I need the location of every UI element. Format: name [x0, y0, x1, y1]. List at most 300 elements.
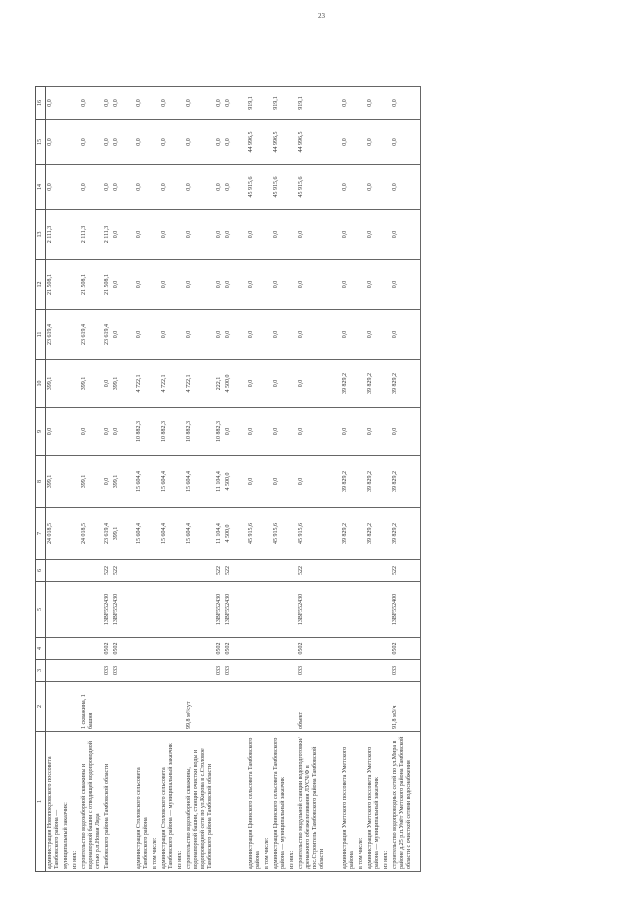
table-cell — [176, 87, 185, 120]
table-cell: из них: — [382, 732, 391, 872]
table-row — [176, 87, 185, 872]
table-cell — [382, 165, 391, 210]
table-cell: 0,0 — [80, 120, 103, 165]
table-cell — [263, 660, 272, 682]
table-cell — [288, 360, 297, 408]
table-cell: 919,1 — [247, 87, 263, 120]
table-cell — [288, 120, 297, 165]
table-cell: 45 915,6 — [247, 165, 263, 210]
table-cell — [71, 120, 80, 165]
table-cell: 0,0 — [341, 165, 357, 210]
table-cell — [46, 560, 63, 582]
table-cell: в том числе: — [151, 732, 160, 872]
table-cell: 45 915,6 — [297, 165, 327, 210]
table-row — [247, 87, 263, 872]
table-cell: 0502 — [103, 638, 112, 660]
column-header: 12 — [36, 260, 46, 310]
table-cell: 0,0 — [341, 120, 357, 165]
table-cell — [71, 682, 80, 732]
spacer-cell — [121, 87, 135, 120]
table-cell — [71, 165, 80, 210]
table-cell: 21 508,1 — [103, 260, 112, 310]
spacer-cell — [327, 638, 341, 660]
table-row — [135, 87, 151, 872]
table-cell: 0,0 — [224, 260, 233, 310]
table-cell — [185, 582, 215, 638]
table-cell — [357, 120, 366, 165]
table-cell — [135, 560, 151, 582]
table-cell — [135, 682, 151, 732]
table-cell — [247, 660, 263, 682]
table-cell — [288, 210, 297, 260]
table-cell — [71, 582, 80, 638]
table-cell: 15 604,4 — [135, 456, 151, 508]
table-cell — [62, 456, 71, 508]
spacer-cell — [327, 210, 341, 260]
table-cell: 0,0 — [272, 408, 288, 456]
table-cell: 39 829,2 — [366, 360, 382, 408]
spacer-cell — [121, 165, 135, 210]
table-cell — [62, 120, 71, 165]
table-cell — [357, 87, 366, 120]
spacer-row — [233, 87, 247, 872]
table-cell — [272, 660, 288, 682]
table-cell — [288, 638, 297, 660]
table-cell: 39 829,2 — [391, 456, 414, 508]
border-cell — [414, 508, 421, 560]
table-cell — [288, 260, 297, 310]
column-header: 4 — [36, 638, 46, 660]
table-cell — [215, 682, 224, 732]
table-row — [112, 87, 121, 872]
table-cell — [272, 560, 288, 582]
spacer-row — [327, 87, 341, 872]
table-cell: 45 915,6 — [272, 508, 288, 560]
table-cell — [71, 456, 80, 508]
table-cell — [176, 210, 185, 260]
table-cell: 0,0 — [46, 87, 63, 120]
table-cell: 10 882,3 — [185, 408, 215, 456]
table-cell: 13ВF552430 — [112, 582, 121, 638]
table-cell — [46, 660, 63, 682]
table-cell: 0,0 — [247, 408, 263, 456]
table-cell — [71, 210, 80, 260]
table-cell: 39 829,2 — [391, 508, 414, 560]
table-cell: администрация Цнинского сельсовета Тамбовского района — [247, 732, 263, 872]
table-cell — [357, 408, 366, 456]
table-row — [366, 87, 382, 872]
table-cell — [151, 682, 160, 732]
table-cell: 0,0 — [135, 120, 151, 165]
table-cell: 44 996,5 — [247, 120, 263, 165]
table-cell — [151, 260, 160, 310]
table-cell — [215, 732, 224, 872]
table-cell: 4 722,1 — [135, 360, 151, 408]
spacer-cell — [233, 165, 247, 210]
table-cell: 0,0 — [160, 310, 176, 360]
table-cell: 0,0 — [160, 87, 176, 120]
table-cell — [112, 682, 121, 732]
table-cell: администрация Столовского сельсовета Тамбовского района — [135, 732, 151, 872]
table-cell: 0,0 — [215, 210, 224, 260]
table-cell: 91,8 м3/ч — [391, 682, 414, 732]
table-cell — [80, 660, 103, 682]
table-cell: 0,0 — [297, 360, 327, 408]
page-number: 23 — [318, 12, 325, 20]
column-header: 13 — [36, 210, 46, 260]
table-cell — [263, 360, 272, 408]
table-cell — [62, 210, 71, 260]
table-cell — [357, 638, 366, 660]
table-cell: 39 829,2 — [366, 456, 382, 508]
table-cell — [341, 582, 357, 638]
table-cell — [151, 508, 160, 560]
column-header: 7 — [36, 508, 46, 560]
table-cell — [263, 120, 272, 165]
table-cell: 0,0 — [224, 165, 233, 210]
table-cell: 0,0 — [103, 456, 112, 508]
table-cell: 21 508,1 — [80, 260, 103, 310]
table-cell: 0,0 — [103, 408, 112, 456]
column-header: 8 — [36, 456, 46, 508]
table-cell — [62, 638, 71, 660]
table-cell — [151, 408, 160, 456]
table-row — [160, 87, 176, 872]
table-row — [215, 87, 224, 872]
table-cell: 522 — [297, 560, 327, 582]
table-cell — [341, 638, 357, 660]
border-cell — [414, 408, 421, 456]
table-cell — [288, 456, 297, 508]
table-cell — [176, 582, 185, 638]
table-cell — [71, 360, 80, 408]
spacer-cell — [233, 87, 247, 120]
table-cell: 39 829,2 — [341, 360, 357, 408]
table-cell — [357, 582, 366, 638]
table-cell: строительство водозаборной скважины и водонапорной башни с отводящей водопроводной сетью р.п.Новая Ляда — [80, 732, 103, 872]
table-cell: 0,0 — [185, 260, 215, 310]
spacer-cell — [327, 165, 341, 210]
table-cell: 033 — [224, 660, 233, 682]
table-cell — [366, 682, 382, 732]
table-cell: 033 — [112, 660, 121, 682]
table-cell: 11 104,4 — [215, 456, 224, 508]
column-header: 1 — [36, 732, 46, 872]
table-cell: 0,0 — [46, 120, 63, 165]
border-cell — [414, 310, 421, 360]
table-cell: 522 — [215, 560, 224, 582]
spacer-cell — [121, 560, 135, 582]
table-cell: 0,0 — [112, 408, 121, 456]
column-header: 9 — [36, 408, 46, 456]
table-cell: 0,0 — [391, 120, 414, 165]
table-cell: 0,0 — [112, 310, 121, 360]
table-cell: 399,1 — [112, 508, 121, 560]
table-cell — [382, 210, 391, 260]
table-cell: 0,0 — [135, 165, 151, 210]
table-cell — [112, 732, 121, 872]
table-cell — [160, 582, 176, 638]
table-cell — [176, 408, 185, 456]
table-cell — [151, 87, 160, 120]
table-cell — [176, 660, 185, 682]
table-cell: 0,0 — [391, 408, 414, 456]
table-cell — [357, 682, 366, 732]
table-cell: 13ВF552400 — [391, 582, 414, 638]
table-cell: 0,0 — [46, 408, 63, 456]
table-cell — [151, 638, 160, 660]
table-cell: 11 104,4 — [215, 508, 224, 560]
table-cell: 0,0 — [272, 360, 288, 408]
table-cell — [46, 638, 63, 660]
table-cell: 0,0 — [160, 210, 176, 260]
table-cell: администрация Уметского поссовета Уметского района — муниципальный заказчик — [366, 732, 382, 872]
table-cell — [288, 310, 297, 360]
border-cell — [414, 120, 421, 165]
border-cell — [414, 87, 421, 120]
column-header: 16 — [36, 87, 46, 120]
spacer-cell — [121, 732, 135, 872]
table-cell: 0,0 — [297, 408, 327, 456]
spacer-cell — [327, 310, 341, 360]
table-cell — [71, 408, 80, 456]
spacer-cell — [327, 732, 341, 872]
table-cell — [247, 682, 263, 732]
table-cell: 4 722,1 — [185, 360, 215, 408]
table-cell — [288, 660, 297, 682]
table-cell: 0,0 — [297, 260, 327, 310]
table-cell: администрация Цнинского сельсовета Тамбовского района — муниципальный заказчик — [272, 732, 288, 872]
table-cell: 44 996,5 — [297, 120, 327, 165]
table-row — [103, 87, 112, 872]
table-row — [224, 87, 233, 872]
table-cell: 10 882,3 — [160, 408, 176, 456]
table-cell — [341, 682, 357, 732]
spacer-cell — [327, 260, 341, 310]
table-cell — [71, 638, 80, 660]
table-cell — [366, 560, 382, 582]
table-cell — [247, 582, 263, 638]
table-cell — [80, 638, 103, 660]
table-cell: 0,0 — [215, 165, 224, 210]
table-cell: 0,0 — [341, 260, 357, 310]
table-cell — [71, 260, 80, 310]
table-cell — [80, 560, 103, 582]
spacer-cell — [121, 660, 135, 682]
table-cell — [62, 560, 71, 582]
table-cell — [185, 560, 215, 582]
table-cell: 39 829,2 — [391, 360, 414, 408]
table-cell — [135, 638, 151, 660]
table-cell: 0502 — [391, 638, 414, 660]
table-cell: 522 — [103, 560, 112, 582]
border-cell — [414, 732, 421, 872]
table-cell: 0,0 — [135, 310, 151, 360]
table-cell: 0502 — [215, 638, 224, 660]
table-cell: 13ВF552430 — [297, 582, 327, 638]
spacer-cell — [327, 560, 341, 582]
table-cell: 13ВF552430 — [224, 582, 233, 638]
table-cell — [151, 560, 160, 582]
table-cell: 45 915,6 — [247, 508, 263, 560]
table-cell — [176, 310, 185, 360]
table-cell: 0,0 — [185, 87, 215, 120]
table-cell — [176, 456, 185, 508]
table-cell: 10 882,3 — [135, 408, 151, 456]
table-cell — [263, 408, 272, 456]
table-cell: из них: — [71, 732, 80, 872]
table-cell: 0,0 — [224, 210, 233, 260]
table-cell: 0,0 — [185, 310, 215, 360]
table-cell: 0,0 — [341, 408, 357, 456]
table-cell — [135, 582, 151, 638]
table-cell: 0,0 — [185, 120, 215, 165]
table-cell: 2 111,3 — [80, 210, 103, 260]
table-cell — [71, 660, 80, 682]
table-row — [185, 87, 215, 872]
table-cell — [62, 165, 71, 210]
table-cell — [357, 560, 366, 582]
table-cell — [263, 165, 272, 210]
table-cell — [135, 660, 151, 682]
table-cell: 0,0 — [366, 210, 382, 260]
table-cell: 0502 — [297, 638, 327, 660]
spacer-cell — [327, 508, 341, 560]
table-cell — [263, 560, 272, 582]
table-cell: 399,1 — [112, 456, 121, 508]
table-bottom-border — [414, 87, 421, 872]
table-row — [80, 87, 103, 872]
table-row — [71, 87, 80, 872]
table-cell: 399,1 — [80, 456, 103, 508]
table-row — [357, 87, 366, 872]
table-cell: 0,0 — [247, 360, 263, 408]
table-cell — [263, 638, 272, 660]
spacer-cell — [121, 456, 135, 508]
table-cell: 4 722,1 — [160, 360, 176, 408]
table-cell: 0,0 — [366, 165, 382, 210]
table-row — [263, 87, 272, 872]
table-cell — [288, 87, 297, 120]
table-cell: 0,0 — [112, 210, 121, 260]
spacer-cell — [121, 508, 135, 560]
table-cell: 0,0 — [272, 456, 288, 508]
spacer-cell — [327, 682, 341, 732]
table-cell: 0,0 — [272, 310, 288, 360]
table-cell — [247, 560, 263, 582]
column-header: 3 — [36, 660, 46, 682]
table-cell — [382, 408, 391, 456]
table-cell: 522 — [391, 560, 414, 582]
table-cell — [62, 310, 71, 360]
table-cell: 399,1 — [46, 456, 63, 508]
table-cell — [160, 660, 176, 682]
table-cell — [176, 682, 185, 732]
table-cell: 0,0 — [224, 408, 233, 456]
table-cell: 0,0 — [103, 87, 112, 120]
table-cell — [357, 456, 366, 508]
table-cell — [151, 310, 160, 360]
table-cell — [382, 260, 391, 310]
table-cell: Тамбовского района Тамбовской области — [103, 732, 112, 872]
table-cell: 15 604,4 — [160, 456, 176, 508]
spacer-cell — [233, 638, 247, 660]
table-row — [46, 87, 63, 872]
table-row — [151, 87, 160, 872]
table-cell — [247, 638, 263, 660]
table-cell — [357, 165, 366, 210]
table-cell: 522 — [112, 560, 121, 582]
table-row — [382, 87, 391, 872]
table-cell — [263, 682, 272, 732]
table-cell: 23 619,4 — [80, 310, 103, 360]
border-cell — [414, 560, 421, 582]
table-cell — [151, 120, 160, 165]
table-cell — [151, 660, 160, 682]
table-cell: 0,0 — [297, 210, 327, 260]
table-cell: 2 111,3 — [103, 210, 112, 260]
table-cell — [382, 360, 391, 408]
budget-table — [35, 86, 421, 872]
table-cell: 919,1 — [297, 87, 327, 120]
table-cell: 0,0 — [341, 87, 357, 120]
table-cell — [263, 210, 272, 260]
border-cell — [414, 165, 421, 210]
table-cell — [272, 638, 288, 660]
table-cell — [341, 660, 357, 682]
table-cell: администрация Столовского сельсовета Тамбовского района — муниципальный заказчик — [160, 732, 176, 872]
table-cell — [382, 120, 391, 165]
table-cell — [288, 682, 297, 732]
table-cell: 0,0 — [112, 260, 121, 310]
table-cell: строительство водопроводных сетей по ул.Мира в районе д.25 р.п.Умёт Уметского района Тамбовской области с очисткой сетями водоснабжения — [391, 732, 414, 872]
table-cell: 0,0 — [272, 260, 288, 310]
table-cell — [62, 682, 71, 732]
table-cell — [272, 582, 288, 638]
table-cell: администрация Новопокровского поссовета Тамбовского района — — [46, 732, 63, 872]
table-cell — [263, 310, 272, 360]
table-cell: объект — [297, 682, 327, 732]
table-cell: 033 — [215, 660, 224, 682]
table-cell: 0,0 — [247, 310, 263, 360]
table-cell: 24 018,5 — [46, 508, 63, 560]
table-cell: 0,0 — [112, 87, 121, 120]
table-cell: 919,1 — [272, 87, 288, 120]
table-cell: 399,1 — [46, 360, 63, 408]
spacer-cell — [233, 360, 247, 408]
spacer-cell — [233, 582, 247, 638]
table-cell — [366, 638, 382, 660]
table-row — [297, 87, 327, 872]
table-cell — [357, 508, 366, 560]
table-cell — [176, 638, 185, 660]
table-cell — [62, 360, 71, 408]
table-cell: 1 скважина, 1 башня — [80, 682, 103, 732]
table-cell — [62, 260, 71, 310]
table-cell: 0,0 — [391, 260, 414, 310]
table-cell: 0,0 — [160, 165, 176, 210]
table-cell: из них: — [176, 732, 185, 872]
rotated-table-container — [35, 87, 555, 872]
table-cell: 0,0 — [112, 165, 121, 210]
table-cell: 0,0 — [391, 87, 414, 120]
border-cell — [414, 260, 421, 310]
table-row — [341, 87, 357, 872]
table-cell: 0502 — [112, 638, 121, 660]
table-cell: 0,0 — [224, 87, 233, 120]
table-cell — [366, 582, 382, 638]
table-cell: 39 829,2 — [366, 508, 382, 560]
